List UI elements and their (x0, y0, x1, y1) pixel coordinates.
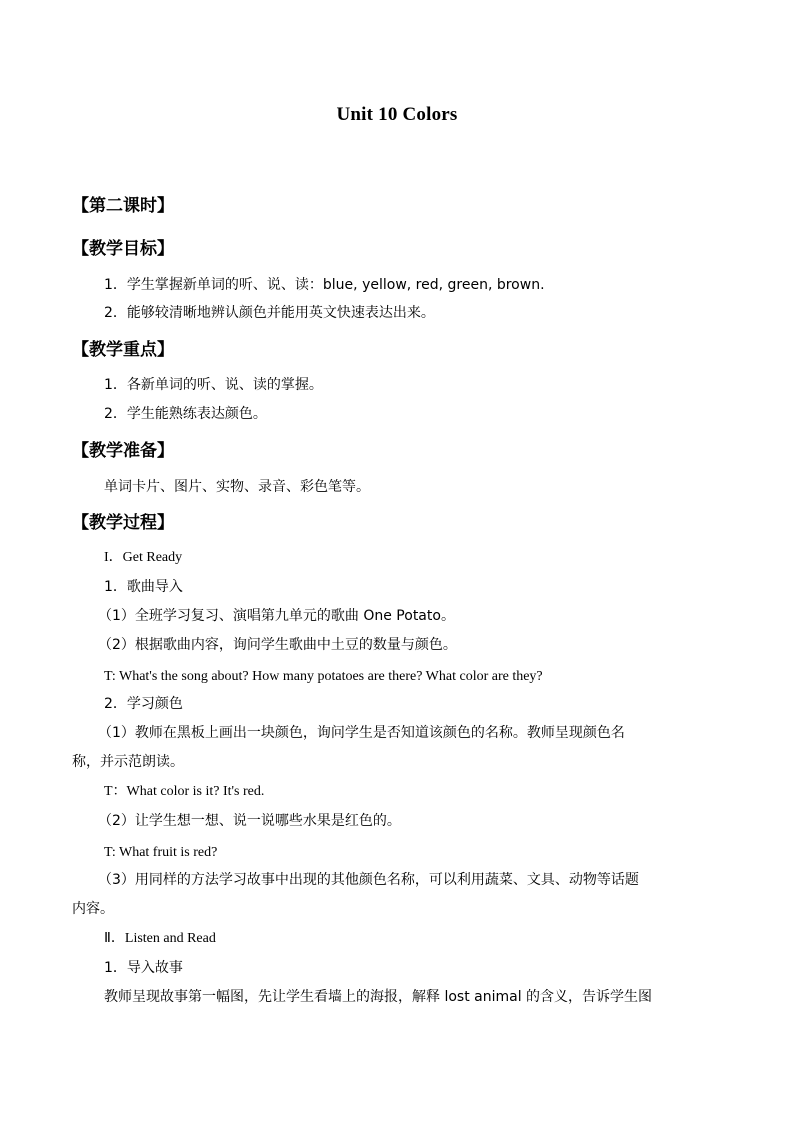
process-line: 教师呈现故事第一幅图，先让学生看墙上的海报，解释 lost animal 的含义，告诉学生图 (104, 989, 653, 1005)
process-line: 1．导入故事 (104, 960, 183, 976)
process-line: （3）用同样的方法学习故事中出现的其他颜色名称，可以利用蔬菜、文具、动物等话题 (98, 872, 639, 888)
key-point-item: 1．各新单词的听、说、读的掌握。 (104, 377, 323, 393)
process-heading: 【教学过程】 (72, 513, 174, 533)
objective-item: 2．能够较清晰地辨认颜色并能用英文快速表达出来。 (104, 305, 435, 321)
process-line: I．Get Ready (104, 550, 183, 565)
process-line: （2）根据歌曲内容，询问学生歌曲中土豆的数量与颜色。 (98, 637, 457, 653)
objectives-heading: 【教学目标】 (72, 239, 174, 259)
key-points-heading: 【教学重点】 (72, 340, 174, 360)
key-point-item: 2．学生能熟练表达颜色。 (104, 406, 267, 422)
process-line: 2．学习颜色 (104, 696, 183, 712)
process-line: Ⅱ．Listen and Read (104, 931, 216, 946)
process-line: 1．歌曲导入 (104, 579, 183, 595)
process-line: T: What's the song about? How many potatoes are there? What color are they? (104, 669, 543, 684)
process-line: 称，并示范朗读。 (72, 754, 184, 770)
document-title: Unit 10 Colors (336, 104, 458, 125)
process-line: 内容。 (72, 901, 114, 917)
process-line: （2）让学生想一想、说一说哪些水果是红色的。 (98, 813, 401, 829)
process-line: （1）教师在黑板上画出一块颜色，询问学生是否知道该颜色的名称。教师呈现颜色名 (98, 725, 625, 741)
lesson-heading: 【第二课时】 (72, 196, 174, 216)
preparation-text: 单词卡片、图片、实物、录音、彩色笔等。 (104, 479, 370, 495)
process-line: T: What fruit is red? (104, 845, 218, 860)
preparation-heading: 【教学准备】 (72, 441, 174, 461)
objective-item: 1．学生掌握新单词的听、说、读：blue, yellow, red, green, brown. (104, 277, 545, 293)
process-line: （1）全班学习复习、演唱第九单元的歌曲 One Potato。 (98, 608, 455, 624)
process-line: T：What color is it? It's red. (104, 784, 265, 799)
